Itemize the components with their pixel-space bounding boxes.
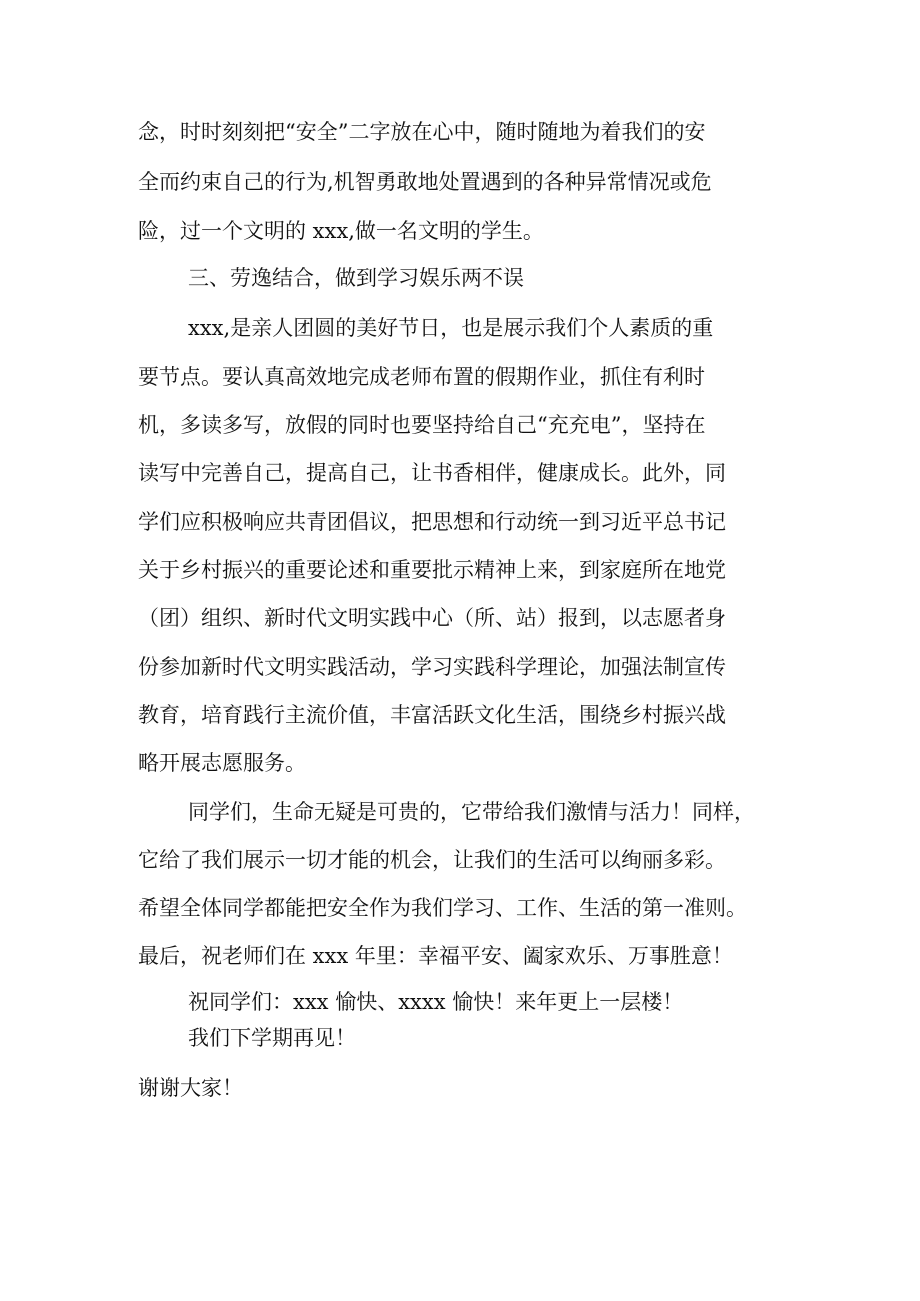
paragraph-line: 全而约束自己的行为,机智勇敢地处置遇到的各种异常情况或危 xyxy=(138,170,712,194)
paragraph-line: 份参加新时代文明实践活动，学习实践科学理论，加强法制宣传 xyxy=(138,655,726,679)
paragraph-line: 要节点。要认真高效地完成老师布置的假期作业，抓住有利时 xyxy=(138,365,705,389)
closing-wish: 祝同学们：xxx 愉快、xxxx 愉快！来年更上一层楼！ xyxy=(188,990,684,1014)
paragraph-line: 险，过一个文明的 xxx,做一名文明的学生。 xyxy=(138,219,544,243)
paragraph-line: 它给了我们展示一切才能的机会，让我们的生活可以绚丽多彩。 xyxy=(138,848,726,872)
paragraph-line: 同学们，生命无疑是可贵的，它带给我们激情与活力！同样， xyxy=(188,800,755,824)
paragraph-line: 教育，培育践行主流价值，丰富活跃文化生活，围绕乡村振兴战 xyxy=(138,703,726,727)
paragraph-line: 略开展志愿服务。 xyxy=(138,751,306,775)
paragraph-line: 最后，祝老师们在 xxx 年里：幸福平安、阖家欢乐、万事胜意！ xyxy=(138,944,733,968)
paragraph-line: 关于乡村振兴的重要论述和重要批示精神上来，到家庭所在地党 xyxy=(138,558,726,582)
paragraph-line: 学们应积极响应共青团倡议，把思想和行动统一到习近平总书记 xyxy=(138,510,726,534)
section-heading: 三、劳逸结合，做到学习娱乐两不误 xyxy=(188,266,524,290)
paragraph-line: xxx,是亲人团圆的美好节日，也是展示我们个人素质的重 xyxy=(188,316,714,340)
paragraph-line: 念，时时刻刻把“安全”二字放在心中，随时随地为着我们的安 xyxy=(138,120,706,144)
paragraph-line: 机，多读多写，放假的同时也要坚持给自己“充充电”，坚持在 xyxy=(138,413,706,437)
paragraph-line: （团）组织、新时代文明实践中心（所、站）报到，以志愿者身 xyxy=(138,606,726,630)
paragraph-line: 读写中完善自己，提高自己，让书香相伴，健康成长。此外，同 xyxy=(138,461,726,485)
paragraph-line: 希望全体同学都能把安全作为我们学习、工作、生活的第一准则。 xyxy=(138,896,747,920)
closing-see-you: 我们下学期再见！ xyxy=(188,1026,356,1050)
closing-thanks: 谢谢大家！ xyxy=(138,1076,243,1100)
